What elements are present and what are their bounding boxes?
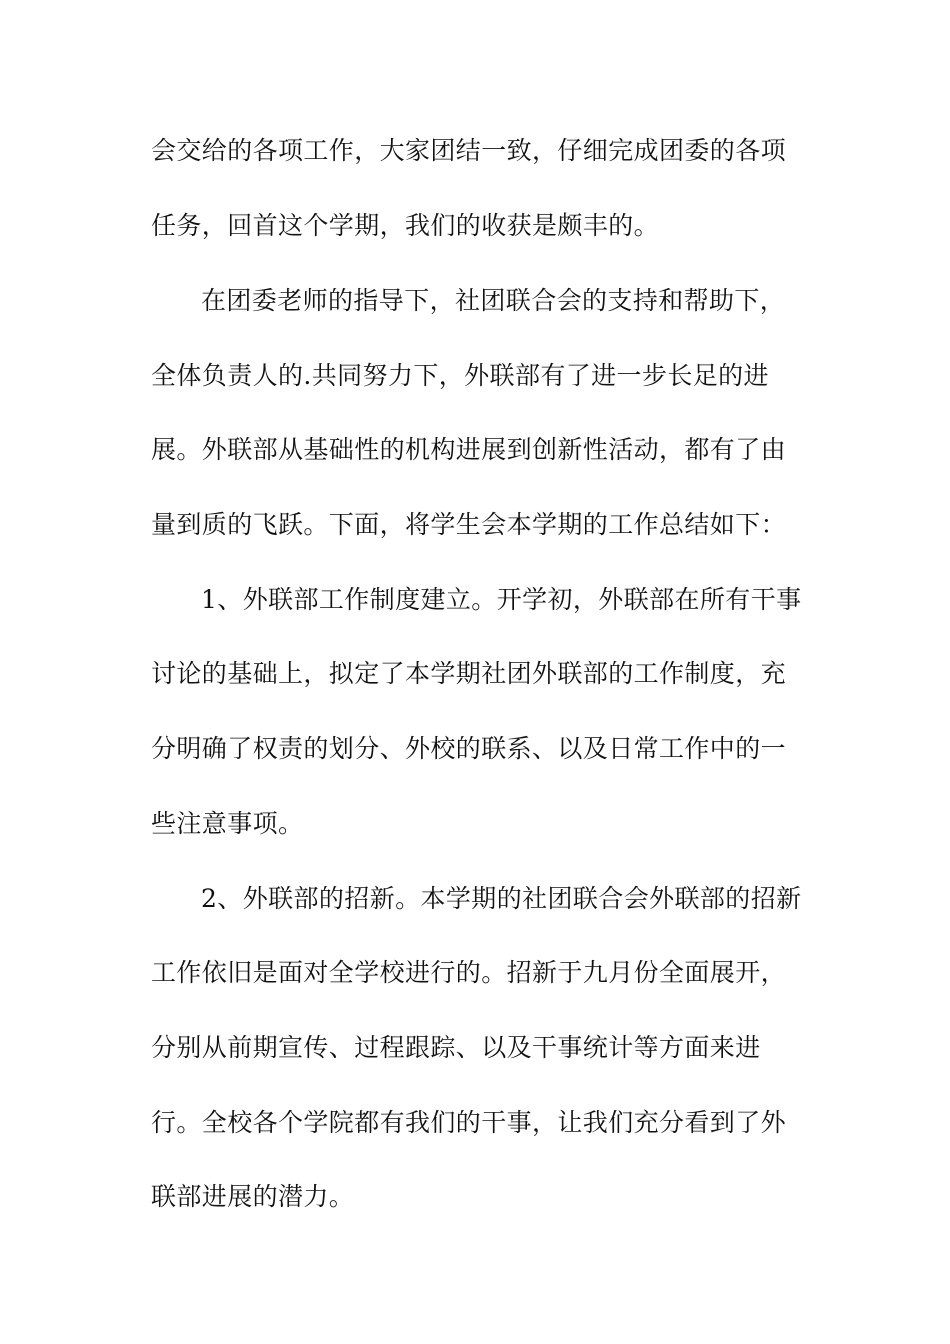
text-line: 工作依旧是面对全学校进行的。招新于九月份全面展开， <box>151 958 787 987</box>
text-line: 讨论的基础上，拟定了本学期社团外联部的工作制度，充 <box>151 659 787 688</box>
text-line: 分别从前期宣传、过程跟踪、以及干事统计等方面来进 <box>151 1033 761 1062</box>
paragraph-start-line: 在团委老师的指导下，社团联合会的支持和帮助下， <box>201 286 786 315</box>
text-line: 联部进展的潜力。 <box>151 1182 355 1211</box>
text-line: 任务，回首这个学期，我们的收获是颇丰的。 <box>151 211 660 240</box>
text-line: 些注意事项。 <box>151 809 304 838</box>
text-line: 行。全校各个学院都有我们的干事，让我们充分看到了外 <box>151 1108 787 1137</box>
text-line: 分明确了权责的划分、外校的联系、以及日常工作中的一 <box>151 734 787 763</box>
text-line: 展。外联部从基础性的机构进展到创新性活动，都有了由 <box>151 435 787 464</box>
text-line: 量到质的飞跃。下面，将学生会本学期的工作总结如下： <box>151 510 787 539</box>
numbered-item-line: 2、外联部的招新。本学期的社团联合会外联部的招新 <box>201 884 802 913</box>
numbered-item-line: 1、外联部工作制度建立。开学初，外联部在所有干事 <box>201 585 802 614</box>
text-line: 会交给的各项工作，大家团结一致，仔细完成团委的各项 <box>151 136 787 165</box>
text-line: 全体负责人的.共同努力下，外联部有了进一步长足的进 <box>151 361 769 390</box>
